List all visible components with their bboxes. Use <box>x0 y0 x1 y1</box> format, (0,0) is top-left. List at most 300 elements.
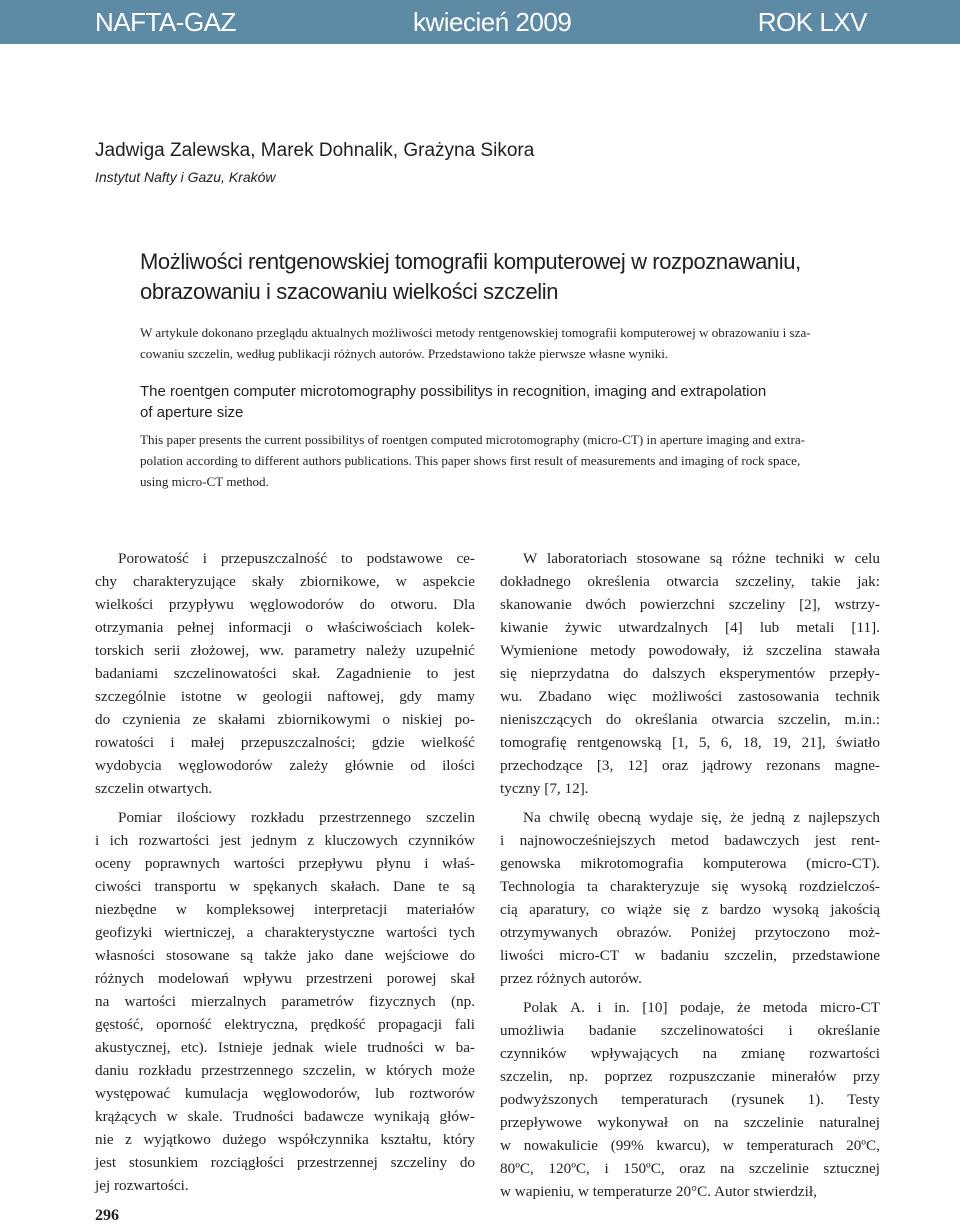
word: jest <box>814 832 836 849</box>
word: Zbadano <box>538 688 592 705</box>
word: wynikają <box>373 1108 430 1125</box>
word: w <box>365 1062 377 1079</box>
word: iż <box>742 642 754 659</box>
volume-number: ROK LXV <box>757 7 867 37</box>
word: ze <box>192 711 207 728</box>
word: 80ºC, <box>500 1160 534 1177</box>
word: obrazów. <box>616 924 672 941</box>
word: jako <box>307 947 334 964</box>
word: umożliwia <box>500 1022 565 1039</box>
word: parametrów <box>281 993 354 1010</box>
text-line <box>95 1082 475 1105</box>
word: fizycznych <box>369 993 436 1010</box>
word: przy <box>853 1068 880 1085</box>
word: Na <box>523 809 541 826</box>
text-line <box>500 1157 880 1180</box>
word: gdzie <box>371 734 405 751</box>
text-line <box>95 852 475 875</box>
text-line <box>95 806 475 829</box>
word: i <box>500 832 505 849</box>
word: zbiornikowymi <box>277 711 371 728</box>
word: ciwości <box>95 878 142 895</box>
word: i <box>597 999 602 1016</box>
word: 19, <box>772 734 792 751</box>
word: i <box>604 1160 609 1177</box>
word: w <box>500 1137 511 1154</box>
word: charakterystyczne <box>264 924 375 941</box>
word: określania <box>635 711 698 728</box>
word: do <box>605 711 622 728</box>
word: kumulacja <box>184 1085 249 1102</box>
word: szczelin, <box>302 1062 356 1079</box>
word: możliwości <box>652 688 723 705</box>
word: się <box>500 665 517 682</box>
word: kiwanie <box>500 619 549 636</box>
text-line <box>500 662 880 685</box>
word: Wymienione <box>500 642 578 659</box>
word: [10] <box>642 999 668 1016</box>
word: micro-CT <box>559 947 620 964</box>
word: lub <box>759 619 780 636</box>
word: elektryczna, <box>224 1016 299 1033</box>
word: także <box>264 947 297 964</box>
word: rozdzielczoś- <box>799 878 880 895</box>
word: aparatury, <box>529 901 590 918</box>
word: nie <box>95 1131 114 1148</box>
word: są <box>709 550 723 567</box>
word: roztworów <box>409 1085 475 1102</box>
abstract-line: This paper presents the current possibilitys of roentgen computed microtomography (micro-CT) in aperture imaging and extra- <box>140 432 806 447</box>
word: Porowatość <box>118 550 189 567</box>
word: otrzymania <box>95 619 164 636</box>
word: charakteryzujące <box>132 573 236 590</box>
word: transportu <box>154 878 217 895</box>
word: [3, <box>596 757 614 774</box>
word: metody <box>590 642 636 659</box>
word: in. <box>614 999 630 1016</box>
word: przepuszczalność <box>220 550 328 567</box>
abstract-line: using micro-CT method. <box>140 474 269 489</box>
word: z <box>125 1131 132 1148</box>
word: a <box>246 924 254 941</box>
text-line <box>95 829 475 852</box>
word: metod <box>670 832 709 849</box>
word: uzupełnić <box>415 642 475 659</box>
word: światło <box>836 734 880 751</box>
text-line <box>500 616 880 639</box>
word: informacji <box>228 619 292 636</box>
word: ce- <box>456 550 475 567</box>
text-line <box>95 731 475 754</box>
title-line: The roentgen computer microtomography possibilitys in recognition, imaging and extrapolation <box>140 383 767 400</box>
word: i <box>424 855 429 872</box>
word: najnowocześniejszych <box>519 832 656 849</box>
text-line <box>500 829 880 852</box>
word: dokładnego <box>500 573 571 590</box>
word: 1). <box>807 1091 825 1108</box>
word: chy <box>95 573 117 590</box>
word: podwyższonych <box>500 1091 598 1108</box>
word: kompleksowej <box>206 901 295 918</box>
word: mierzalnych <box>191 993 267 1010</box>
word: 150ºC, <box>623 1160 665 1177</box>
word: różnych <box>95 970 144 987</box>
word: celu <box>854 550 880 567</box>
word: oceny <box>95 855 132 872</box>
word: szczelin, <box>724 947 777 964</box>
authors: Jadwiga Zalewska, Marek Dohnalik, Grażyna Sikora <box>95 140 535 161</box>
word: rozkładu <box>250 809 305 826</box>
word: występować <box>95 1085 171 1102</box>
word: rozciągłości <box>210 1154 285 1171</box>
word: prędkość <box>310 1016 366 1033</box>
word: magne- <box>834 757 880 774</box>
word: wartości <box>124 993 176 1010</box>
word: powodowały, <box>648 642 730 659</box>
word: [1, <box>671 734 689 751</box>
word: Polak <box>523 999 558 1016</box>
text-line: jej rozwartości. <box>95 1177 189 1194</box>
word: ilości <box>442 757 475 774</box>
text-line <box>95 639 475 662</box>
word: otwarcia <box>711 711 764 728</box>
word: nieprzydatna <box>530 665 610 682</box>
word: moż- <box>848 924 880 941</box>
word: szczeliny, <box>735 573 795 590</box>
word: przestrzennego <box>201 1062 294 1079</box>
word: poprzez <box>604 1068 653 1085</box>
word: do <box>459 947 475 964</box>
word: do <box>95 711 111 728</box>
text-line <box>500 639 880 662</box>
word: określenia <box>587 573 650 590</box>
word: modelowań <box>158 970 229 987</box>
word: wpływających <box>590 1045 679 1062</box>
word: ww. <box>259 642 285 659</box>
word: szczelin <box>426 809 475 826</box>
word: zależy <box>289 757 329 774</box>
word: komputerowa <box>702 855 787 872</box>
text-line <box>500 1019 880 1042</box>
word: rozkładu <box>138 1062 192 1079</box>
word: szczelinowatości <box>660 1022 764 1039</box>
word: szczególnie <box>95 688 166 705</box>
word: przestrzeni <box>305 970 373 987</box>
word: szczeliny <box>728 596 786 613</box>
word: badaniami <box>95 665 159 682</box>
word: najlepszych <box>808 809 880 826</box>
abstract-line: polation according to different authors publications. This paper shows first result of measurements and imaging of rock space, <box>140 453 801 468</box>
word: w <box>166 1108 178 1125</box>
word: 6, <box>720 734 733 751</box>
abstract-polish <box>140 322 882 364</box>
word: skał <box>450 970 475 987</box>
word: wiąże <box>626 901 662 918</box>
text-line <box>500 547 880 570</box>
word: czynienia <box>122 711 181 728</box>
word: wysoką <box>740 878 787 895</box>
word: wpływu <box>242 970 292 987</box>
word: na <box>95 993 110 1010</box>
word: serii <box>154 642 181 659</box>
word: istotne <box>180 688 222 705</box>
paragraph <box>500 996 880 1203</box>
word: płynu <box>376 855 411 872</box>
word: gdy <box>399 688 422 705</box>
word: wielkości <box>95 596 154 613</box>
text-line <box>95 990 475 1013</box>
word: stosowane <box>636 550 701 567</box>
word: że <box>730 809 744 826</box>
word: badanie <box>588 1022 637 1039</box>
word: rozwartości <box>809 1045 880 1062</box>
word: ta <box>586 878 598 895</box>
word: wstrzy- <box>834 596 880 613</box>
word: współczynnika <box>277 1131 369 1148</box>
word: który <box>442 1131 475 1148</box>
word: (rysunek <box>731 1091 785 1108</box>
word: ba- <box>455 1039 475 1056</box>
word: stawała <box>834 642 880 659</box>
word: których <box>385 1062 433 1079</box>
word: liwości <box>500 947 544 964</box>
word: gęstość, <box>95 1016 144 1033</box>
word: czynników <box>408 832 475 849</box>
word: technik <box>835 688 880 705</box>
word: wiele <box>323 1039 357 1056</box>
word: są <box>240 947 254 964</box>
word: skał. <box>292 665 321 682</box>
body-column-left <box>95 547 475 1197</box>
word: wejściowe <box>384 947 449 964</box>
word: chwilę <box>549 809 590 826</box>
word: on <box>683 1114 699 1131</box>
word: naturalnej <box>819 1114 880 1131</box>
word: te <box>438 878 450 895</box>
word: należy <box>366 642 406 659</box>
word: otwarcia <box>666 573 719 590</box>
text-line <box>95 685 475 708</box>
word: Dane <box>393 878 426 895</box>
word: na <box>702 1045 717 1062</box>
paragraph <box>500 806 880 990</box>
word: minerałów <box>771 1068 837 1085</box>
word: z <box>307 832 315 849</box>
word: aspekcie <box>422 573 475 590</box>
word: krążących <box>95 1108 157 1125</box>
word: przepływu <box>298 855 363 872</box>
word: Technologia <box>500 878 575 895</box>
word: parametry <box>294 642 356 659</box>
word: głównie <box>344 757 394 774</box>
word: wyjątkowo <box>143 1131 211 1148</box>
text-line <box>95 1013 475 1036</box>
text-line <box>500 921 880 944</box>
word: właściwościach <box>326 619 423 636</box>
word: porowej <box>386 970 437 987</box>
text-line <box>95 1151 475 1174</box>
word: nowakulicie <box>523 1137 598 1154</box>
word: wykonywał <box>597 1114 669 1131</box>
word: torskich <box>95 642 144 659</box>
word: ilościowy <box>176 809 236 826</box>
word: materiałów <box>406 901 475 918</box>
word: że <box>736 999 751 1016</box>
word: dane <box>344 947 374 964</box>
word: 20ºC, <box>846 1137 880 1154</box>
text-line <box>95 1059 475 1082</box>
word: Dla <box>453 596 475 613</box>
word: (99% <box>610 1137 644 1154</box>
abstract-line: cowaniu szczelin, według publikacji różnych autorów. Przedstawiono także pierwsze własne wyniki. <box>140 346 669 361</box>
word: fali <box>454 1016 475 1033</box>
text-line <box>500 1065 880 1088</box>
word: propagacji <box>378 1016 443 1033</box>
word: m.in.: <box>844 711 880 728</box>
word: temperaturach <box>746 1137 834 1154</box>
word: genowska <box>500 855 561 872</box>
text-line <box>95 1105 475 1128</box>
word: otworu. <box>390 596 438 613</box>
text-line <box>95 662 475 685</box>
text-line: w wapieniu, w temperaturze 20°C. Autor stwierdził, <box>500 1183 817 1200</box>
word: kolek- <box>436 619 475 636</box>
word: czynników <box>500 1045 567 1062</box>
word: powierzchni <box>639 596 715 613</box>
word: wydaje <box>649 809 693 826</box>
word: 120ºC, <box>548 1160 590 1177</box>
word: zbiornikowe, <box>299 573 380 590</box>
word: podstawowe <box>366 550 443 567</box>
text-line <box>95 593 475 616</box>
text-line <box>500 875 880 898</box>
word: kluczowych <box>324 832 398 849</box>
word: skale. <box>187 1108 223 1125</box>
word: wu. <box>500 688 523 705</box>
word: w <box>722 1137 734 1154</box>
word: takie <box>811 573 841 590</box>
word: badaniu <box>660 947 709 964</box>
text-line <box>500 570 880 593</box>
text-line <box>95 1036 475 1059</box>
word: szczelinowatości <box>173 665 277 682</box>
word: dalszych <box>652 665 706 682</box>
word: stosowane <box>166 947 230 964</box>
word: 21], <box>801 734 826 751</box>
word: może <box>442 1062 475 1079</box>
text-line <box>95 570 475 593</box>
text-line: przez różnych autorów. <box>500 970 642 987</box>
text-line <box>500 708 880 731</box>
journal-name: NAFTA-GAZ <box>95 7 236 37</box>
word: przechodzące <box>500 757 583 774</box>
text-line <box>500 1088 880 1111</box>
word: wartości <box>385 924 438 941</box>
word: do <box>623 665 639 682</box>
word: rezonans <box>766 757 821 774</box>
word: skałach. <box>330 878 380 895</box>
word: po- <box>454 711 475 728</box>
word: charakteryzuje <box>610 878 700 895</box>
word: wartości <box>233 855 285 872</box>
word: przypływu <box>168 596 234 613</box>
word: i <box>170 734 175 751</box>
word: różne <box>732 550 766 567</box>
text-line <box>95 944 475 967</box>
word: przytoczono <box>754 924 830 941</box>
word: rozpuszczanie <box>669 1068 756 1085</box>
word: oporność <box>156 1016 212 1033</box>
word: [4] <box>725 619 743 636</box>
word: szczelinie <box>748 1160 809 1177</box>
word: wiertniczej, <box>163 924 236 941</box>
word: szczelin, <box>500 1068 553 1085</box>
text-line <box>500 593 880 616</box>
word: etc). <box>180 1039 208 1056</box>
text-line <box>95 616 475 639</box>
word: 18, <box>742 734 762 751</box>
word: się, <box>701 809 722 826</box>
word: kształtu, <box>380 1131 432 1148</box>
word: oraz <box>661 757 689 774</box>
text-line <box>500 898 880 921</box>
word: trudności <box>367 1039 424 1056</box>
word: o <box>382 711 390 728</box>
word: Pomiar <box>118 809 162 826</box>
word: [11]. <box>851 619 880 636</box>
word: na <box>720 1160 735 1177</box>
word: węglowodorów <box>178 757 273 774</box>
word: badawcze <box>303 1108 364 1125</box>
word: przepływowe <box>500 1114 582 1131</box>
word: micro-CT <box>820 999 880 1016</box>
word: jednak <box>273 1039 314 1056</box>
abstract-english <box>140 429 882 492</box>
word: (micro-CT). <box>806 855 880 872</box>
word: rowatości <box>95 734 155 751</box>
text-line <box>95 875 475 898</box>
word: co <box>600 901 616 918</box>
word: wielkość <box>420 734 475 751</box>
word: jądrowy <box>702 757 753 774</box>
word: poprawnych <box>144 855 220 872</box>
word: przepły- <box>829 665 880 682</box>
paragraph <box>95 547 475 800</box>
word: to <box>340 550 353 567</box>
word: skanowanie <box>500 596 572 613</box>
word: otrzymywanych <box>500 924 598 941</box>
word: pełnej <box>177 619 215 636</box>
word: (np. <box>450 993 475 1010</box>
title-line: Możliwości rentgenowskiej tomografii komputerowej w rozpoznawaniu, <box>140 249 801 274</box>
word: do <box>359 596 375 613</box>
text-line <box>500 996 880 1019</box>
word: się <box>673 901 691 918</box>
abstract-line: W artykule dokonano przeglądu aktualnych możliwości metody rentgenowskiej tomografii komputerowej w obrazowaniu i sza- <box>140 325 811 340</box>
word: to <box>426 665 439 682</box>
word: sztucznej <box>823 1160 880 1177</box>
text-line <box>500 754 880 777</box>
word: utwardzalnych <box>618 619 708 636</box>
word: przedstawione <box>792 947 880 964</box>
text-line <box>500 944 880 967</box>
word: szczeliny <box>390 1154 448 1171</box>
word: od <box>410 757 426 774</box>
title-line: of aperture size <box>140 404 244 421</box>
journal-header-bar <box>0 0 960 44</box>
text-line <box>95 547 475 570</box>
text-line <box>95 967 475 990</box>
